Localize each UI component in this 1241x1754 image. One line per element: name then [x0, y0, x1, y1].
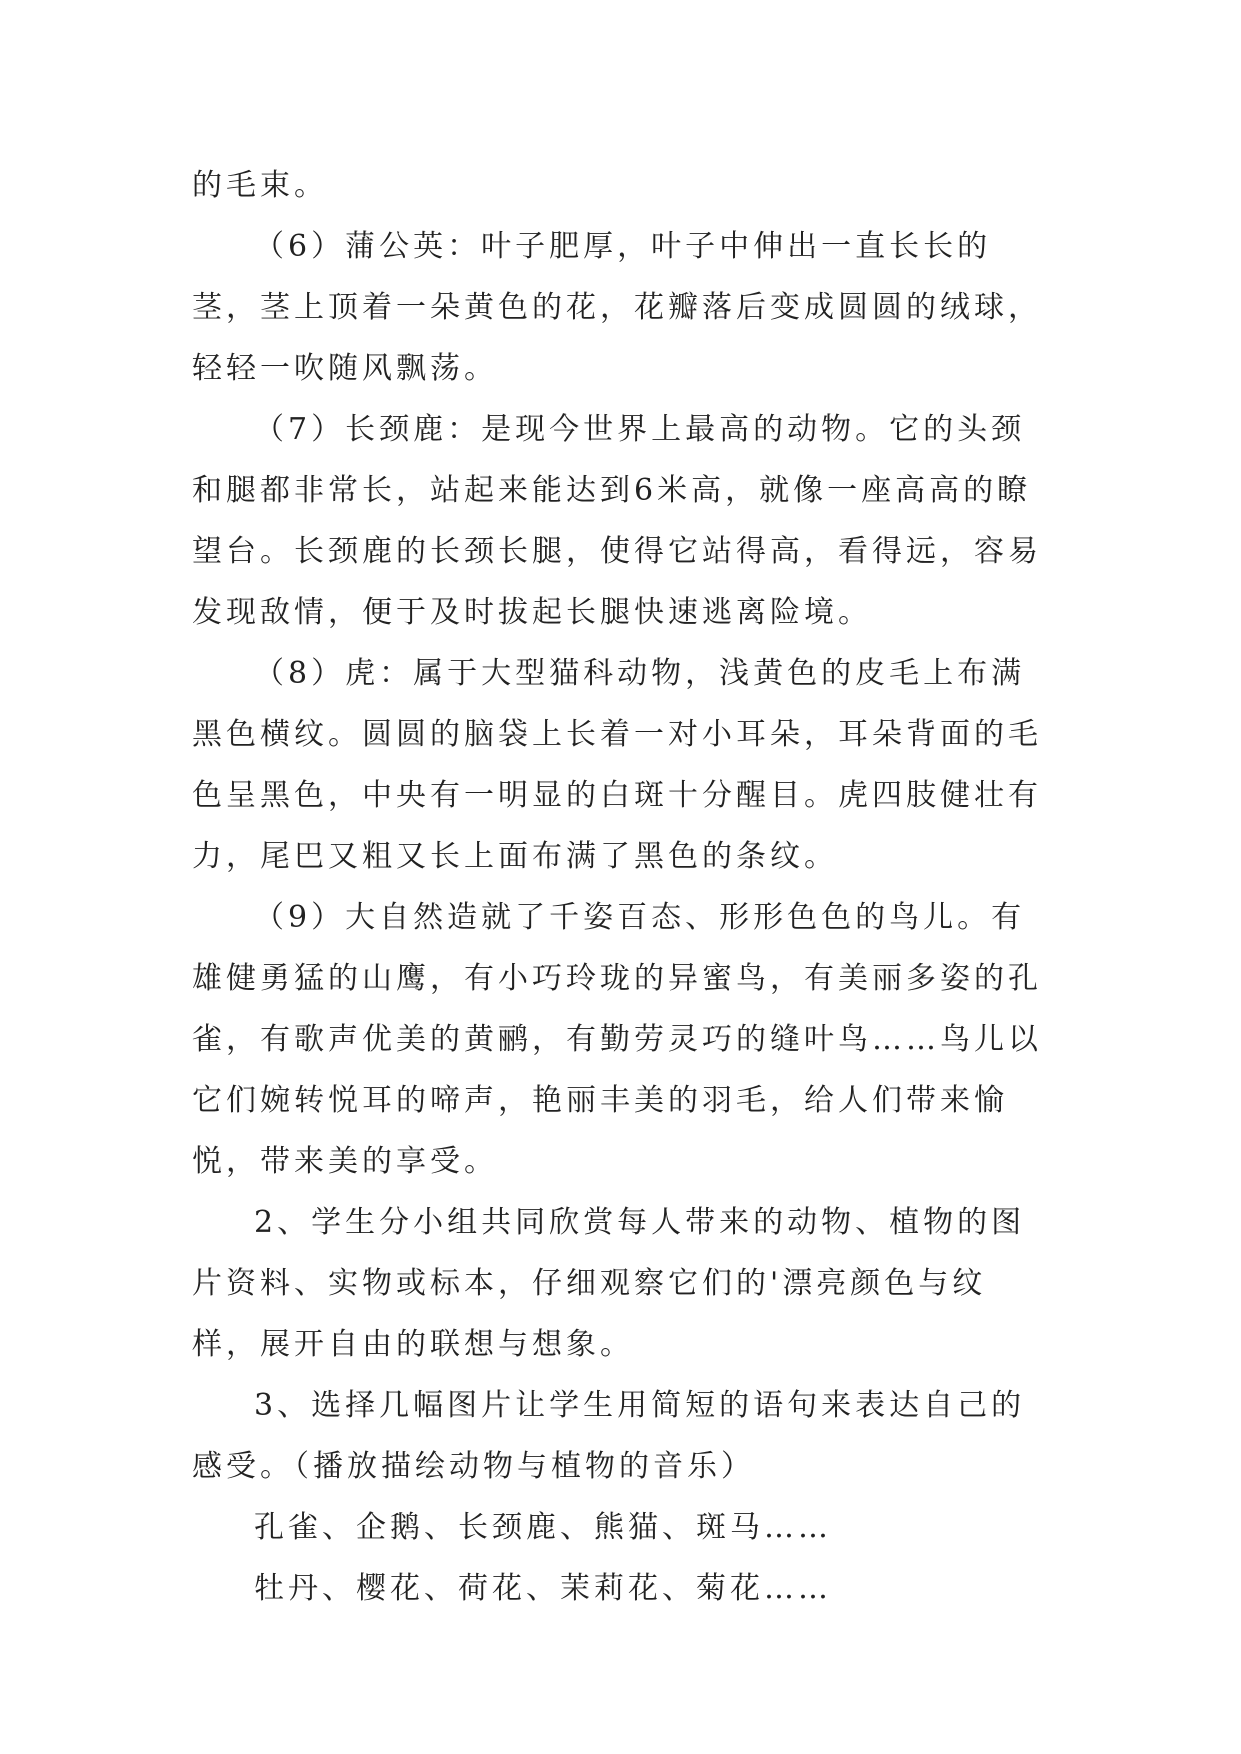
paragraph-dandelion: （6）蒲公英：叶子肥厚，叶子中伸出一直长长的茎，茎上顶着一朵黄色的花，花瓣落后变成圆圆的绒球，轻轻一吹随风飘荡。	[192, 229, 1042, 386]
document-body	[192, 155, 1052, 1619]
paragraph-step-2: 2、学生分小组共同欣赏每人带来的动物、植物的图片资料、实物或标本，仔细观察它们的'漂亮颜色与纹样，展开自由的联想与想象。	[192, 1205, 1026, 1362]
paragraph-tiger: （8）虎：属于大型猫科动物，浅黄色的皮毛上布满黑色横纹。圆圆的脑袋上长着一对小耳朵，耳朵背面的毛色呈黑色，中央有一明显的白斑十分醒目。虎四肢健壮有力，尾巴又粗又长上面布满了黑色的条纹。	[192, 656, 1042, 874]
paragraph-giraffe: （7）长颈鹿：是现今世界上最高的动物。它的头颈和腿都非常长，站起来能达到6米高，就像一座高高的瞭望台。长颈鹿的长颈长腿，使得它站得高，看得远，容易发现敌情，便于及时拔起长腿快速逃离险境。	[192, 412, 1042, 630]
flower-list: 牡丹、樱花、荷花、茉莉花、菊花……	[254, 1571, 832, 1606]
animal-list: 孔雀、企鹅、长颈鹿、熊猫、斑马……	[254, 1510, 832, 1545]
paragraph-birds: （9）大自然造就了千姿百态、形形色色的鸟儿。有雄健勇猛的山鹰，有小巧玲珑的异蜜鸟，有美丽多姿的孔雀，有歌声优美的黄鹂，有勤劳灵巧的缝叶鸟……鸟儿以它们婉转悦耳的啼声，艳丽丰美的羽毛，给人们带来愉悦，带来美的享受。	[192, 900, 1042, 1179]
paragraph-continuation: 的毛束。	[192, 168, 328, 203]
paragraph-step-3: 3、选择几幅图片让学生用简短的语句来表达自己的感受。（播放描绘动物与植物的音乐）	[192, 1388, 1026, 1484]
